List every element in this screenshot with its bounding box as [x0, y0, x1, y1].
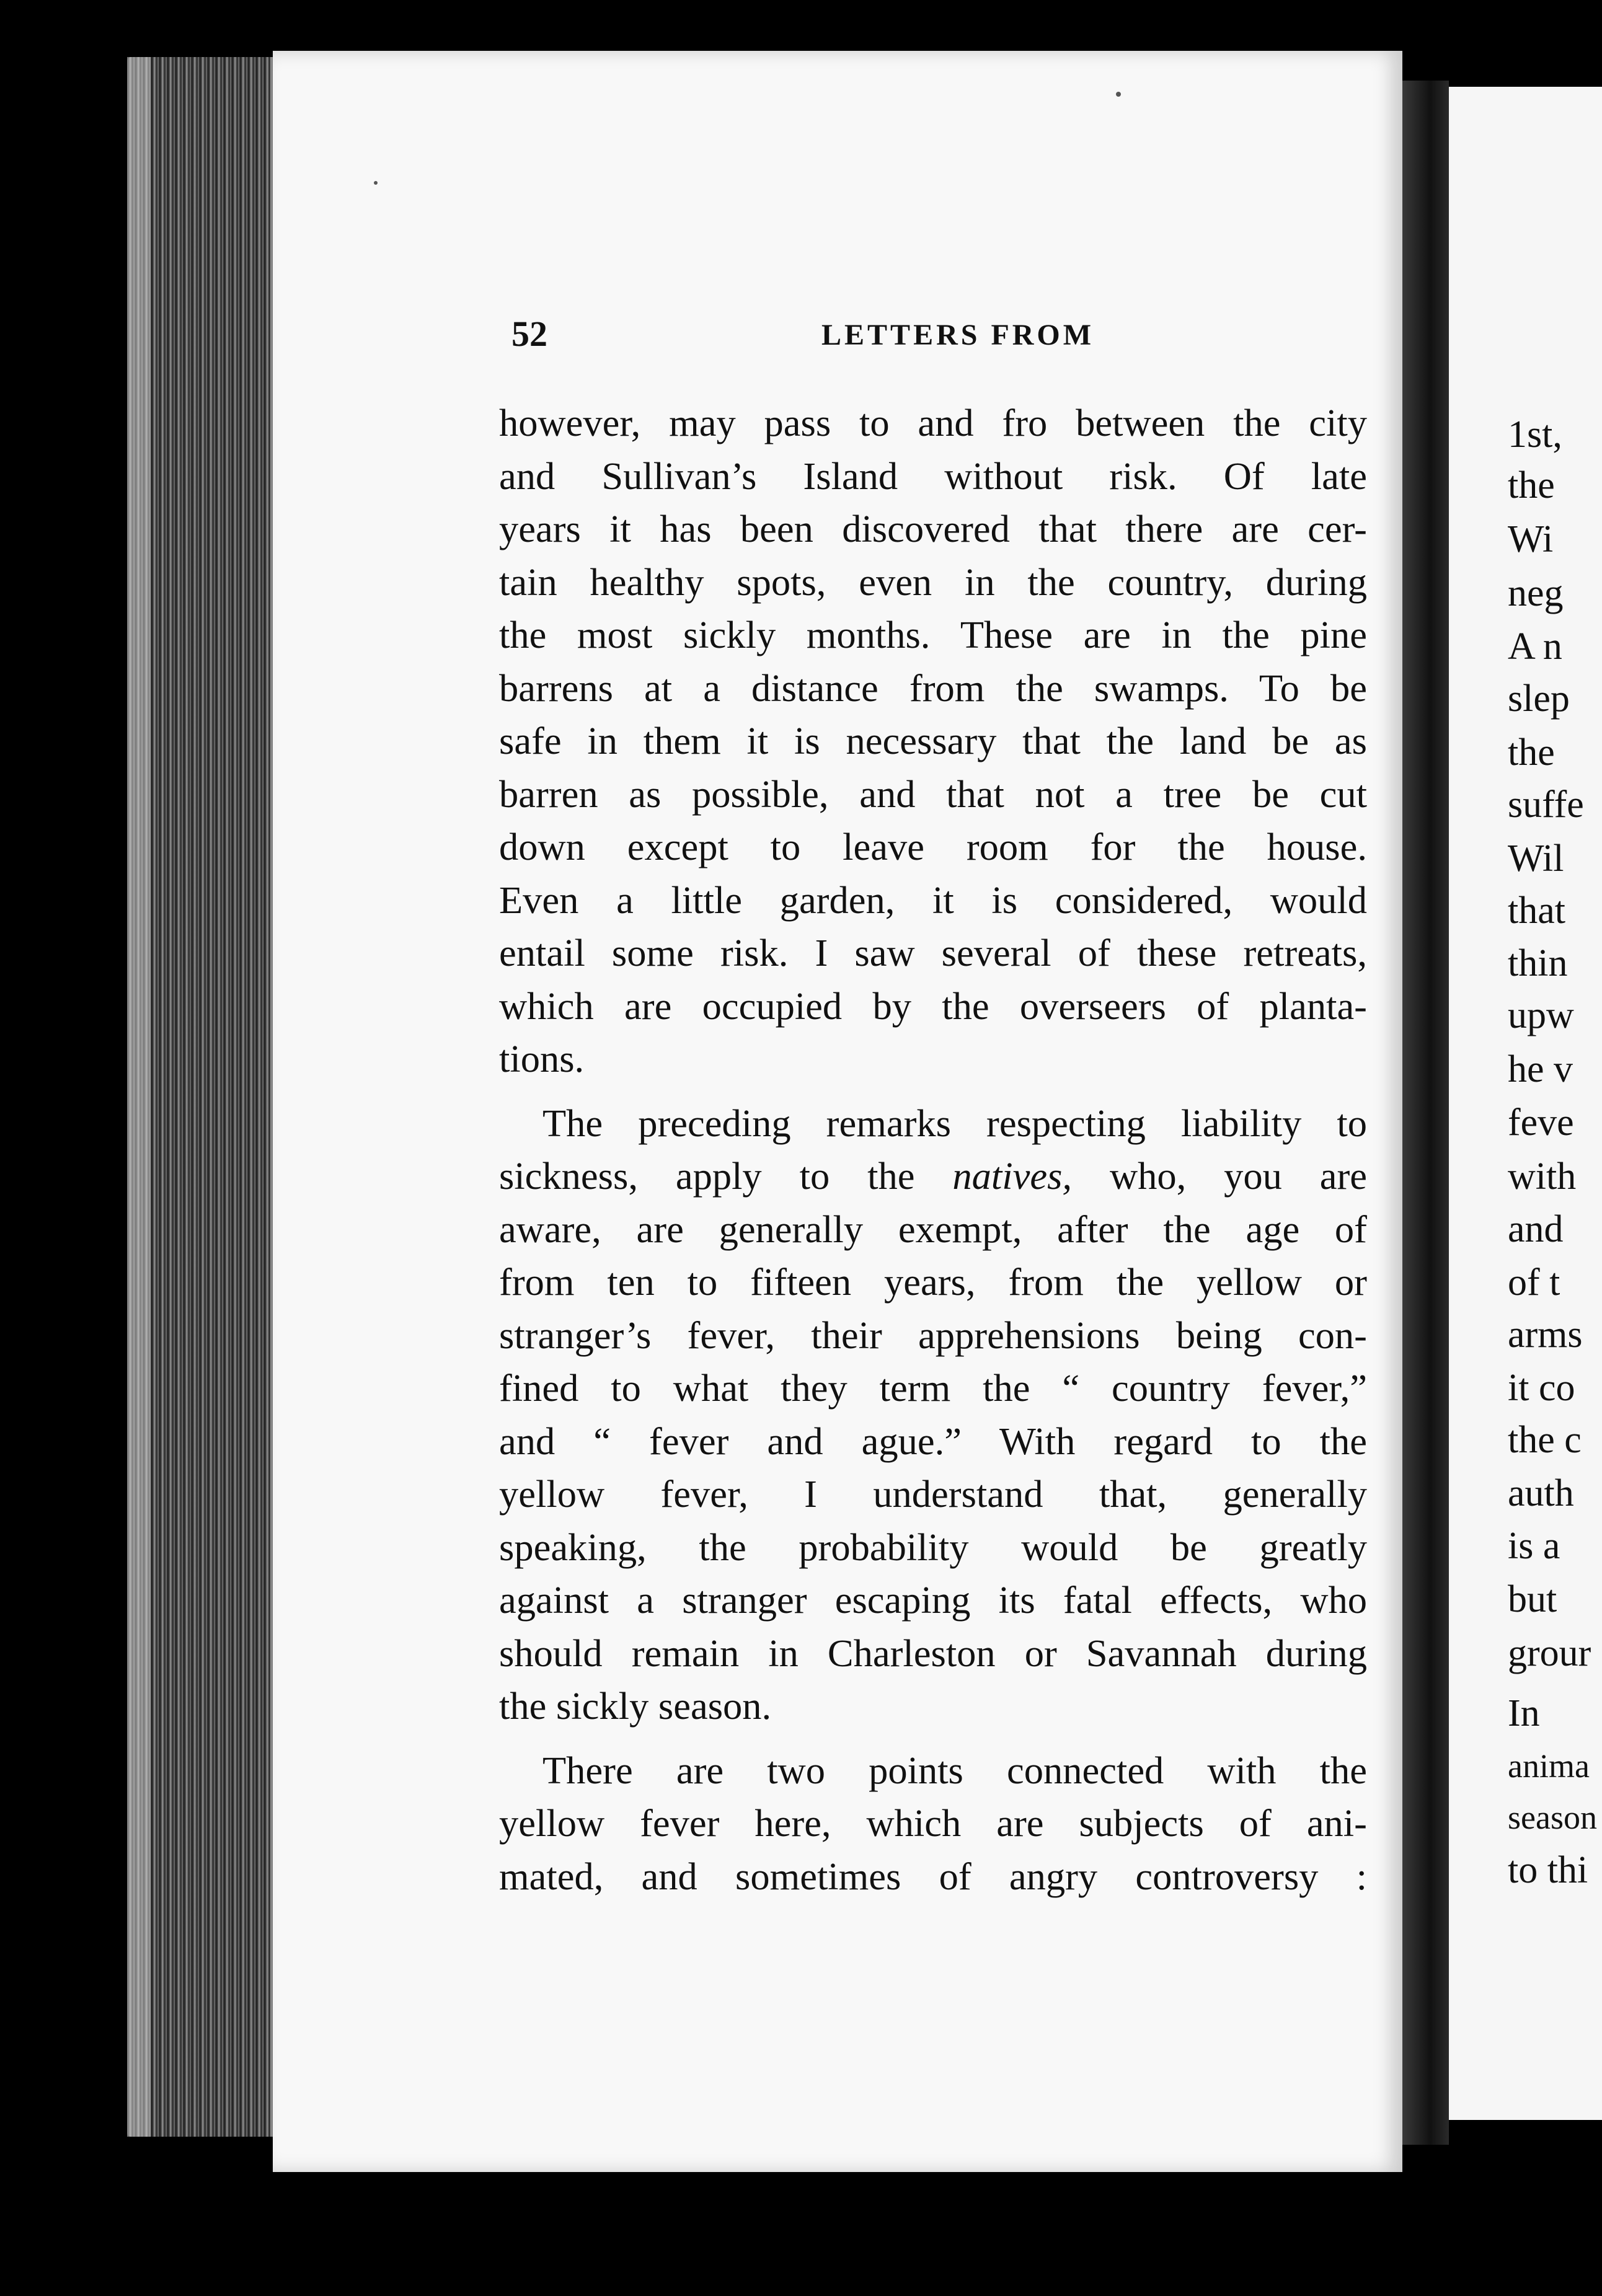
facing-line: the — [1508, 464, 1555, 506]
text-line: against a stranger escaping its fatal effects, who — [499, 1578, 1367, 1622]
facing-line: upw — [1508, 994, 1574, 1036]
page-header — [511, 313, 1367, 363]
facing-line: neg — [1508, 572, 1564, 614]
facing-line: the c — [1508, 1419, 1582, 1461]
text-line: from ten to fifteen years, from the yellow or — [499, 1260, 1367, 1304]
facing-line: slep — [1508, 678, 1570, 720]
text-line: tions. — [499, 1037, 585, 1080]
text-line: should remain in Charleston or Savannah during — [499, 1631, 1367, 1675]
facing-line: feve — [1508, 1102, 1574, 1144]
emphasis-natives: natives, — [952, 1154, 1073, 1198]
text-line: yellow fever here, which are subjects of ani- — [499, 1801, 1367, 1845]
text-line: Even a little garden, it is considered, would — [499, 878, 1367, 922]
paragraph — [499, 397, 1367, 1086]
text-line: entail some risk. I saw several of these retreats, — [499, 931, 1367, 974]
page-speck — [1116, 92, 1121, 97]
facing-line: season — [1508, 1799, 1597, 1836]
text-line: safe in them it is necessary that the land be as — [499, 719, 1367, 762]
facing-line: suffe — [1508, 784, 1584, 826]
facing-line: auth — [1508, 1472, 1574, 1514]
text-line: and “ fever and ague.” With regard to the — [499, 1419, 1367, 1463]
text-line: the most sickly months. These are in the pine — [499, 613, 1367, 656]
text-line: which are occupied by the overseers of planta- — [499, 984, 1367, 1028]
facing-page — [1449, 87, 1602, 2120]
facing-line: to thi — [1508, 1849, 1588, 1891]
text-line — [499, 1150, 1367, 1203]
facing-line: that — [1508, 890, 1565, 932]
facing-line: In — [1508, 1692, 1540, 1734]
text-line: speaking, the probability would be greatly — [499, 1525, 1367, 1569]
running-head: LETTERS FROM — [821, 319, 1095, 351]
text-line: aware, are generally exempt, after the age of — [499, 1207, 1367, 1251]
facing-line: arms — [1508, 1314, 1583, 1356]
text-line: The preceding remarks respecting liability to — [542, 1101, 1367, 1145]
text-line: barrens at a distance from the swamps. To be — [499, 666, 1367, 710]
text-line: and Sullivan’s Island without risk. Of late — [499, 454, 1367, 498]
facing-line: with — [1508, 1155, 1577, 1198]
text-span: sickness, apply to the — [499, 1154, 915, 1198]
text-line: tain healthy spots, even in the country, during — [499, 560, 1367, 604]
text-line: the sickly season. — [499, 1684, 772, 1728]
paragraph — [499, 1744, 1367, 1904]
text-line: stranger’s fever, their apprehensions being con- — [499, 1313, 1367, 1357]
facing-line: anima — [1508, 1747, 1590, 1785]
facing-line: 1st, — [1508, 413, 1562, 456]
page-number: 52 — [511, 314, 547, 354]
text-line: fined to what they term the “ country fever,” — [499, 1366, 1367, 1410]
text-line: mated, and sometimes of angry controversy : — [499, 1854, 1367, 1898]
book-page-edges — [127, 57, 279, 2137]
facing-line: it co — [1508, 1367, 1575, 1409]
page-speck — [374, 181, 378, 185]
facing-line: and — [1508, 1208, 1564, 1250]
text-line: however, may pass to and fro between the city — [499, 401, 1367, 444]
facing-line: of t — [1508, 1261, 1560, 1304]
text-line: yellow fever, I understand that, generally — [499, 1472, 1367, 1516]
text-line: years it has been discovered that there are cer- — [499, 507, 1367, 550]
book-gutter — [1402, 81, 1449, 2145]
text-span: who, you are — [1109, 1154, 1368, 1198]
facing-line: thin — [1508, 942, 1568, 984]
facing-line: A n — [1508, 625, 1562, 668]
paragraph — [499, 1097, 1367, 1733]
facing-line: grour — [1508, 1632, 1591, 1674]
facing-line: but — [1508, 1578, 1557, 1620]
facing-line: is a — [1508, 1525, 1560, 1567]
facing-line: the — [1508, 731, 1555, 774]
body-text — [499, 397, 1367, 1903]
text-line: barren as possible, and that not a tree be cut — [499, 772, 1367, 816]
facing-line: Wi — [1508, 518, 1554, 560]
facing-line: Wil — [1508, 837, 1564, 880]
facing-line: he v — [1508, 1048, 1573, 1090]
text-line: There are two points connected with the — [542, 1748, 1367, 1792]
text-line: down except to leave room for the house. — [499, 825, 1367, 868]
